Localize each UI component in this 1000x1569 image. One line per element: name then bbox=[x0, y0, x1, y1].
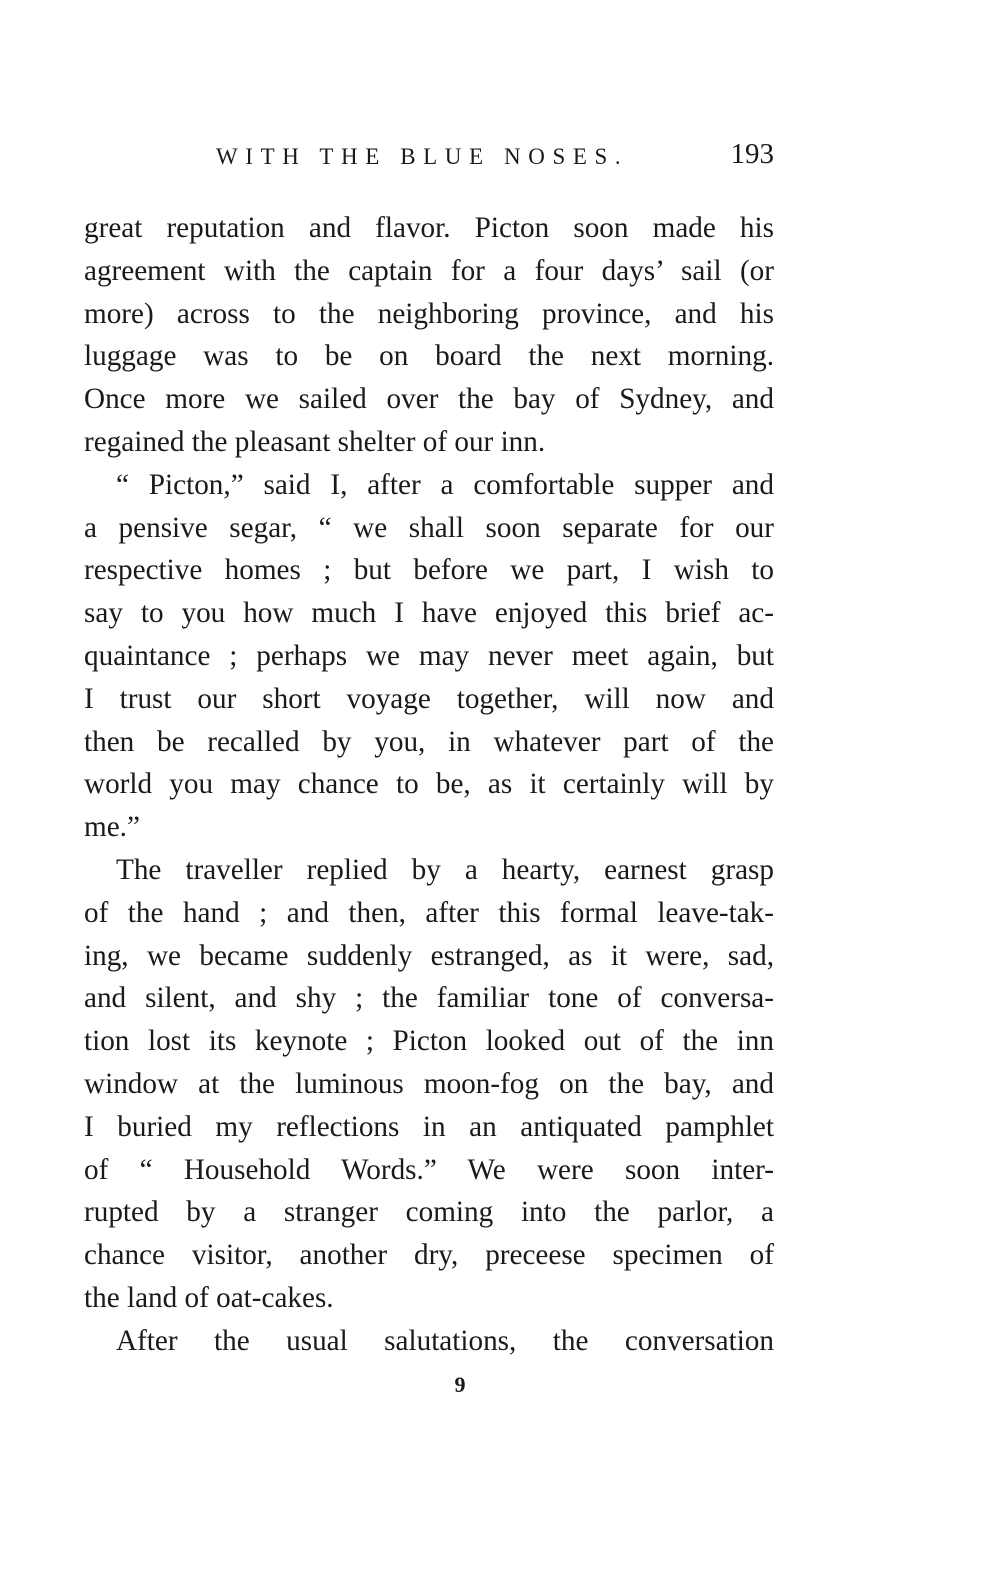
text-line: me.” bbox=[84, 811, 140, 844]
text-line: and silent, and shy ; the familiar tone of conversa- bbox=[84, 982, 774, 1015]
text-line: great reputation and flavor. Picton soon made his bbox=[84, 212, 774, 244]
text-line: tion lost its keynote ; Picton looked out of the inn bbox=[84, 1025, 774, 1058]
text-line: rupted by a stranger coming into the parlor, a bbox=[84, 1196, 774, 1229]
text-line: world you may chance to be, as it certainly will by bbox=[84, 768, 774, 801]
text-line: I buried my reflections in an antiquated pamphlet bbox=[84, 1110, 774, 1143]
text-line: more) across to the neighboring province, and his bbox=[84, 297, 774, 330]
text-line: then be recalled by you, in whatever part of the bbox=[84, 725, 774, 758]
text-line: the land of oat-cakes. bbox=[84, 1281, 334, 1314]
signature-mark: 9 bbox=[454, 1372, 466, 1397]
text-line: After the usual salutations, the conversation bbox=[116, 1324, 774, 1357]
page-number: 193 bbox=[730, 138, 774, 170]
running-head bbox=[84, 138, 774, 178]
text-line: “ Picton,” said I, after a comfortable supper and bbox=[116, 468, 774, 501]
text-line: of the hand ; and then, after this formal leave-tak- bbox=[84, 896, 774, 929]
text-line: window at the luminous moon-fog on the bay, and bbox=[84, 1067, 774, 1100]
text-line: I trust our short voyage together, will now and bbox=[84, 682, 774, 715]
text-line: chance visitor, another dry, preceese specimen of bbox=[84, 1239, 774, 1272]
text-line: luggage was to be on board the next morning. bbox=[84, 340, 774, 373]
running-title: WITH THE BLUE NOSES. bbox=[216, 144, 629, 169]
text-line: a pensive segar, “ we shall soon separate for our bbox=[84, 511, 774, 544]
text-line: The traveller replied by a hearty, earnest grasp bbox=[116, 853, 774, 886]
text-line: respective homes ; but before we part, I wish to bbox=[84, 554, 774, 587]
text-line: regained the pleasant shelter of our inn. bbox=[84, 425, 546, 458]
text-line: quaintance ; perhaps we may never meet again, but bbox=[84, 639, 774, 672]
text-line: ing, we became suddenly estranged, as it were, sad, bbox=[84, 939, 774, 972]
text-line: of “ Household Words.” We were soon inter- bbox=[84, 1153, 774, 1186]
text-line: say to you how much I have enjoyed this brief ac- bbox=[84, 597, 774, 630]
text-line: agreement with the captain for a four days’ sail (or bbox=[84, 254, 774, 287]
text-line: Once more we sailed over the bay of Sydney, and bbox=[84, 383, 774, 416]
body-text bbox=[84, 207, 774, 1363]
